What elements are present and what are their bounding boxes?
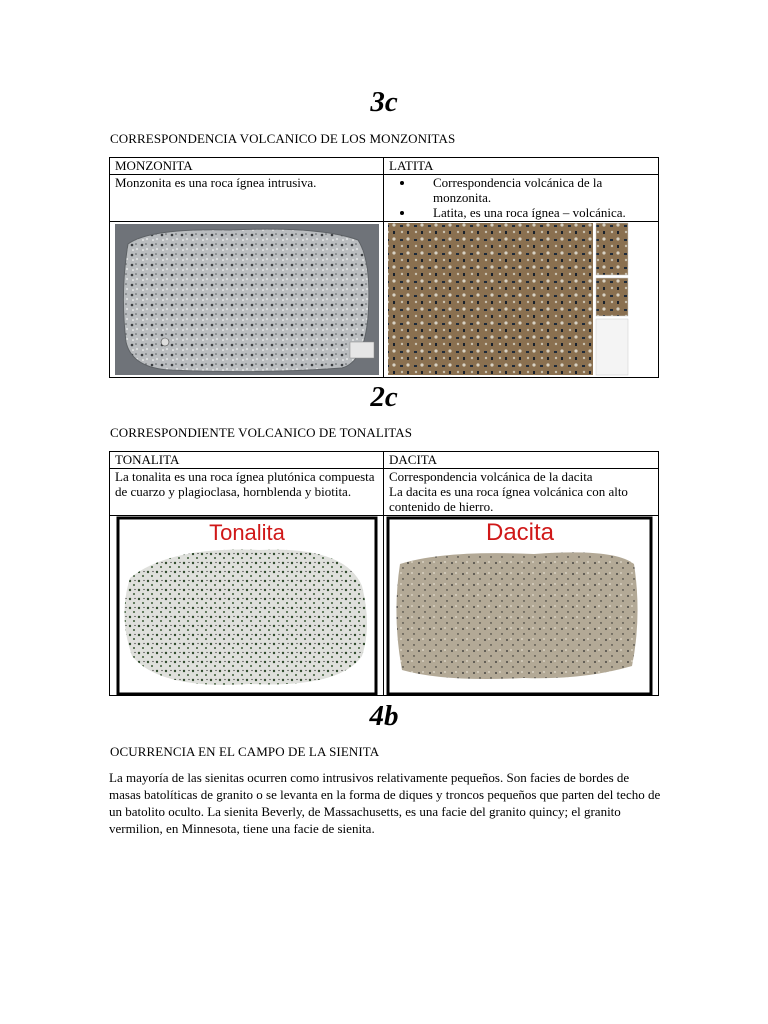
dacita-description	[384, 469, 659, 516]
dacita-header: DACITA	[384, 452, 659, 469]
latita-header: LATITA	[384, 158, 659, 175]
latita-bullet-2: • Latita, es una roca ígnea – volcánica.	[415, 205, 653, 220]
section-caption-tonalitas: CORRESPONDIENTE VOLCANICO DE TONALITAS	[110, 425, 413, 440]
section-caption-sienita: OCURRENCIA EN EL CAMPO DE LA SIENITA	[110, 744, 380, 759]
tonalita-dacita-table	[109, 451, 659, 696]
monzonita-description: Monzonita es una roca ígnea intrusiva.	[110, 175, 384, 222]
tonalita-header: TONALITA	[110, 452, 384, 469]
tonalita-description: La tonalita es una roca ígnea plutónica compuesta de cuarzo y plagioclasa, hornblenda y biotita.	[110, 469, 384, 516]
latita-bullet-1: • Correspondencia volcánica de la monzonita.	[415, 175, 653, 205]
dacita-photo-cell	[384, 516, 659, 696]
monzonita-rock-photo	[110, 222, 384, 377]
section-heading-3c: 3c	[370, 86, 398, 118]
latita-description	[384, 175, 659, 222]
monzonita-photo-cell	[110, 222, 384, 378]
monzonita-header: MONZONITA	[110, 158, 384, 175]
dacita-line-1: Correspondencia volcánica de la dacita	[389, 469, 593, 484]
latita-rock-photo	[384, 222, 659, 377]
sienita-paragraph: La mayoría de las sienitas ocurren como intrusivos relativamente pequeños. Son facies de bordes de masas batolíticas de granito o se levanta en la forma de diques y troncos pequeños que parten del techo de un batolito oculto. La sienita Beverly, de Massachusetts, es una facie del granito quincy; el granito vermilion, en Minnesota, tiene una facie de sienita.	[109, 770, 661, 836]
dacita-image-label: Dacita	[485, 519, 555, 546]
latita-bullet-list	[389, 175, 653, 220]
section-heading-2c: 2c	[370, 381, 398, 413]
dacita-line-2: La dacita es una roca ígnea volcánica con alto contenido de hierro.	[389, 484, 628, 514]
latita-photo-cell	[384, 222, 659, 378]
section-caption-monzonitas: CORRESPONDENCIA VOLCANICO DE LOS MONZONITAS	[110, 131, 456, 146]
tonalita-rock-photo	[110, 516, 384, 695]
dacita-rock-photo	[384, 516, 659, 695]
section-heading-4b: 4b	[369, 700, 399, 732]
tonalita-image-label: Tonalita	[209, 520, 285, 545]
tonalita-photo-cell	[110, 516, 384, 696]
monzonita-latita-table	[109, 157, 659, 378]
